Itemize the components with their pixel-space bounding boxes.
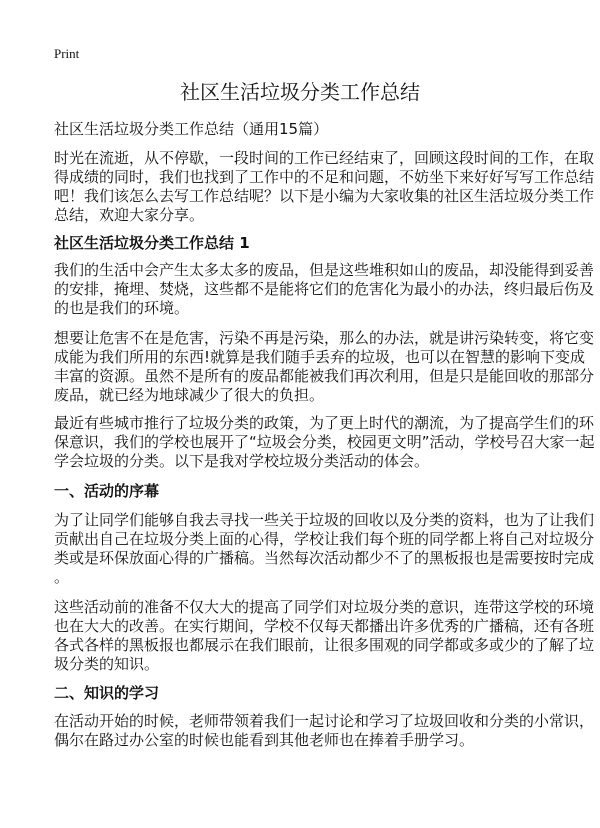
paragraph [54, 261, 595, 318]
page-title: 社区生活垃圾分类工作总结 [180, 80, 420, 104]
paragraph [54, 149, 595, 225]
subtitle: 社区生活垃圾分类工作总结（通用15篇） [54, 120, 329, 138]
paragraph-line: 丰富的资源。虽然不是所有的废品都能被我们再次利用，但是只是能回收的那部分 [54, 367, 595, 385]
paragraph-line: 成能为我们所用的东西!就算是我们随手丢弃的垃圾，也可以在智慧的影响下变成 [54, 348, 586, 366]
paragraph-line: 吧！我们该怎么去写工作总结呢？以下是小编为大家收集的社区生活垃圾分类工作 [54, 187, 595, 205]
paragraph-line: 圾分类的知识。 [54, 655, 160, 673]
paragraph [54, 511, 595, 587]
paragraph-line: 偶尔在路过办公室的时候也能看到其他老师也在捧着手册学习。 [54, 731, 475, 749]
paragraph-line: 各式各样的黑板报也都展示在我们眼前，让很多围观的同学都或多或少的了解了垃 [54, 636, 595, 654]
paragraph-line: 类或是环保放面心得的广播稿。当然每次活动都少不了的黑板报也是需要按时完成 [54, 549, 595, 567]
paragraph [54, 329, 595, 405]
section-heading: 二、知识的学习 [54, 684, 160, 702]
paragraph-line: 。 [54, 568, 70, 586]
paragraph-line: 得成绩的同时，我们也找到了工作中的不足和问题，不妨坐下来好好写写工作总结 [54, 168, 595, 186]
paragraph-line: 最近有些城市推行了垃圾分类的政策，为了更上时代的潮流，为了提高学生们的环 [54, 414, 595, 432]
paragraph [54, 712, 595, 750]
paragraph-line: 的安排，掩埋、焚烧，这些都不是能将它们的危害化为最小的办法，终归最后伤及 [54, 280, 595, 298]
paragraph-line: 学会垃圾的分类。以下是我对学校垃圾分类活动的体会。 [54, 452, 430, 470]
section-heading: 一、活动的序幕 [54, 482, 160, 500]
paragraph-line: 总结，欢迎大家分享。 [54, 206, 205, 224]
paragraph-line: 贡献出自己在垃圾分类上面的心得，学校让我们每个班的同学都上将自己对垃圾分 [54, 530, 595, 548]
paragraph-line: 我们的生活中会产生太多太多的废品，但是这些堆积如山的废品，却没能得到妥善 [54, 261, 595, 279]
paragraph [54, 598, 595, 674]
print-link[interactable]: Print [54, 46, 80, 61]
paragraph-line: 想要让危害不在是危害，污染不再是污染，那么的办法，就是讲污染转变，将它变 [54, 329, 595, 347]
paragraph-line: 的也是我们的环境。 [54, 299, 190, 317]
paragraph-line: 也在大大的改善。在实行期间，学校不仅每天都播出许多优秀的广播稿，还有各班 [54, 617, 595, 635]
paragraph-line: 为了让同学们能够自我去寻找一些关于垃圾的回收以及分类的资料，也为了让我们 [54, 511, 595, 529]
paragraph-line: 时光在流逝，从不停歇，一段时间的工作已经结束了，回顾这段时间的工作，在取 [54, 149, 595, 167]
paragraph-line: 这些活动前的准备不仅大大的提高了同学们对垃圾分类的意识，连带这学校的环境 [54, 598, 595, 616]
section-heading: 社区生活垃圾分类工作总结 1 [54, 234, 250, 252]
paragraph-line: 在活动开始的时候，老师带领着我们一起讨论和学习了垃圾回收和分类的小常识， [54, 712, 595, 730]
paragraph-line: 废品，就已经为地球减少了很大的负担。 [54, 386, 325, 404]
paragraph-line: 保意识，我们的学校也展开了“垃圾会分类，校园更文明”活动，学校号召大家一起 [54, 433, 595, 451]
paragraph [54, 414, 595, 471]
